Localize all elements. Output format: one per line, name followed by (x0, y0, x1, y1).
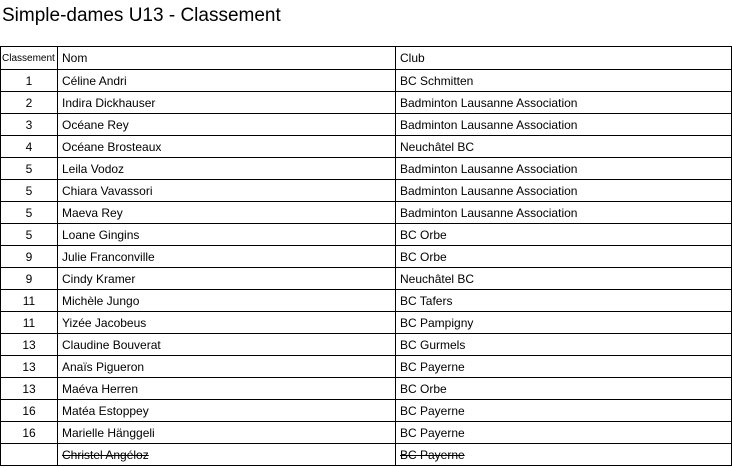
club-cell: BC Pampigny (396, 312, 732, 334)
club-cell: BC Payerne (396, 356, 732, 378)
table-row (1, 444, 732, 466)
player-name-cell: Chiara Vavassori (58, 180, 396, 202)
player-name-cell: Cindy Kramer (58, 268, 396, 290)
rank-cell: 11 (1, 290, 58, 312)
table-row (1, 92, 732, 114)
rank-cell: 5 (1, 158, 58, 180)
player-name-cell: Indira Dickhauser (58, 92, 396, 114)
table-row (1, 290, 732, 312)
table-row (1, 224, 732, 246)
table-row (1, 356, 732, 378)
club-cell: BC Orbe (396, 378, 732, 400)
ranking-table (0, 46, 732, 466)
rank-cell: 1 (1, 70, 58, 92)
player-name-cell: Leila Vodoz (58, 158, 396, 180)
page-title: Simple-dames U13 - Classement (2, 5, 281, 26)
club-cell: Badminton Lausanne Association (396, 158, 732, 180)
player-name-cell: Maeva Rey (58, 202, 396, 224)
rank-cell: 16 (1, 400, 58, 422)
player-name-cell: Claudine Bouverat (58, 334, 396, 356)
club-cell: Neuchâtel BC (396, 268, 732, 290)
rank-cell: 5 (1, 202, 58, 224)
table-row (1, 70, 732, 92)
club-cell: BC Orbe (396, 224, 732, 246)
club-cell: Neuchâtel BC (396, 136, 732, 158)
column-header-name: Nom (58, 47, 396, 70)
club-cell: Badminton Lausanne Association (396, 92, 732, 114)
table-row (1, 136, 732, 158)
rank-cell: 16 (1, 422, 58, 444)
player-name-cell: Marielle Hänggeli (58, 422, 396, 444)
club-cell: BC Payerne (396, 400, 732, 422)
rank-cell: 5 (1, 224, 58, 246)
player-name-cell: Loane Gingins (58, 224, 396, 246)
player-name-cell: Matéa Estoppey (58, 400, 396, 422)
club-cell: Badminton Lausanne Association (396, 114, 732, 136)
rank-cell: 2 (1, 92, 58, 114)
player-name-cell: Anaïs Pigueron (58, 356, 396, 378)
table-row (1, 334, 732, 356)
rank-cell: 13 (1, 356, 58, 378)
table-row (1, 114, 732, 136)
club-cell: BC Payerne (396, 422, 732, 444)
table-row (1, 158, 732, 180)
table-row (1, 246, 732, 268)
rank-cell: 9 (1, 246, 58, 268)
rank-cell: 4 (1, 136, 58, 158)
table-row (1, 202, 732, 224)
club-cell: BC Tafers (396, 290, 732, 312)
ranking-table-body (1, 70, 732, 466)
table-row (1, 378, 732, 400)
player-name-cell: Céline Andri (58, 70, 396, 92)
table-row (1, 180, 732, 202)
table-row (1, 312, 732, 334)
player-name-cell: Océane Brosteaux (58, 136, 396, 158)
column-header-club: Club (396, 47, 732, 70)
club-cell: BC Gurmels (396, 334, 732, 356)
table-row (1, 400, 732, 422)
table-row (1, 422, 732, 444)
player-name-cell: Michèle Jungo (58, 290, 396, 312)
rank-cell (1, 444, 58, 466)
player-name-cell: Yizée Jacobeus (58, 312, 396, 334)
column-header-rank: Classement (1, 47, 58, 70)
player-name-cell: Maéva Herren (58, 378, 396, 400)
rank-cell: 13 (1, 378, 58, 400)
rank-cell: 3 (1, 114, 58, 136)
club-cell: BC Schmitten (396, 70, 732, 92)
club-cell: BC Payerne (396, 444, 732, 466)
rank-cell: 13 (1, 334, 58, 356)
club-cell: Badminton Lausanne Association (396, 202, 732, 224)
table-header-row (1, 47, 732, 70)
player-name-cell: Julie Franconville (58, 246, 396, 268)
table-row (1, 268, 732, 290)
club-cell: Badminton Lausanne Association (396, 180, 732, 202)
rank-cell: 11 (1, 312, 58, 334)
rank-cell: 5 (1, 180, 58, 202)
club-cell: BC Orbe (396, 246, 732, 268)
player-name-cell: Océane Rey (58, 114, 396, 136)
rank-cell: 9 (1, 268, 58, 290)
player-name-cell: Christel Angéloz (58, 444, 396, 466)
